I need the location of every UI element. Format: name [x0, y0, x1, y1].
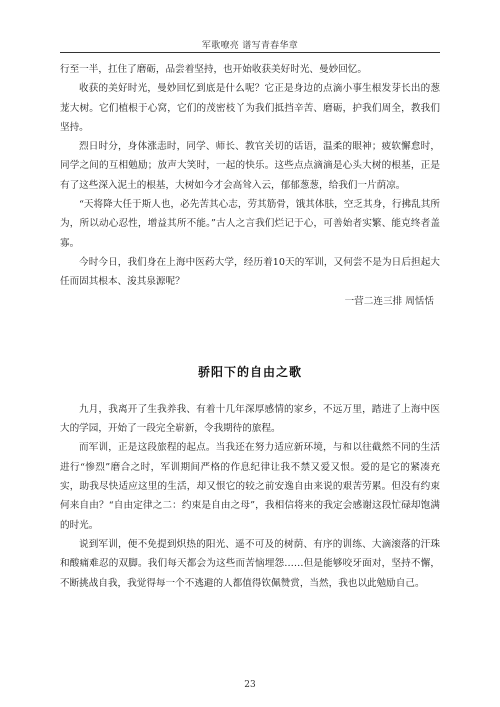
author-signature: 一营二连三排 周恬恬 — [344, 295, 434, 307]
paragraph: 而军训，正是这段旅程的起点。当我还在努力适应新环境，与和以往截然不同的生活进行“惨烈”磨合之时，军训期间严格的作息纪律让我不禁又爱又恨。爱的是它的紧凑充实，助我尽快适应这里的生活，却又恨它的较之前安逸自由来说的艰苦劳累。但没有约束何来自由？“自由定律之二：约束是自由之母”，我相信将来的我定会感谢这段忙碌却饱满的时光。 — [60, 442, 440, 531]
paragraph: 行至一半，扛住了磨砺，品尝着坚持，也开始收获美好时光、曼妙回忆。 — [60, 64, 367, 75]
paragraph: 收获的美好时光，曼妙回忆到底是什么呢？它正是身边的点滴小事生根发芽长出的葱茏大树。它们植根于心窝，它们的茂密枝丫为我们抵挡辛苦、磨砺，护我们周全，教我们坚持。 — [60, 83, 440, 133]
page-content — [60, 60, 440, 593]
paragraph: 烈日时分，身体涨恚时，同学、师长、教官关切的话语，温柔的眼神；疲软懈怠时，同学之间的互相勉励；放声大笑时，一起的快乐。这些点点滴滴是心头大树的根基，正是有了这些深入泥土的根基，大树如今才会高耸入云，郁郁葱葱，给我们一片荫凉。 — [60, 141, 440, 191]
paragraph: 今时今日，我们身在上海中医药大学，经历着10天的军训，又何尝不是为日后担起大任而固其根本、浚其泉源呢？ — [60, 256, 440, 288]
paragraph: 说到军训，便不免提到炽热的阳光、遥不可及的树荫、有序的训练、大滴滚落的汗珠和酸痛难忍的双脚。我们每天都会为这些而苦恼埋怨……但是能够咬牙面对，坚持不懈，不断挑战自我，我觉得每一个不逃避的人都值得钦佩赞赏，当然，我也以此勉励自己。 — [60, 538, 440, 589]
header-rule — [60, 52, 440, 53]
running-header: 军歌嘹亮 谱写青春华章 — [201, 41, 299, 51]
section-title: 骄阳下的自由之歌 — [197, 364, 302, 379]
page-number: 23 — [244, 680, 256, 690]
paragraph: “天将降大任于斯人也，必先苦其心志，劳其筋骨，饿其体肤，空乏其身，行拂乱其所为，所以动心忍性，增益其所不能。”古人之言我们烂记于心，可善始者实繁、能克终者盖寡。 — [60, 199, 440, 249]
paragraph: 九月，我离开了生我养我、有着十几年深厚感情的家乡，不远万里，踏进了上海中医大的学园，开始了一段完全崭新，令我期待的旅程。 — [60, 403, 440, 435]
